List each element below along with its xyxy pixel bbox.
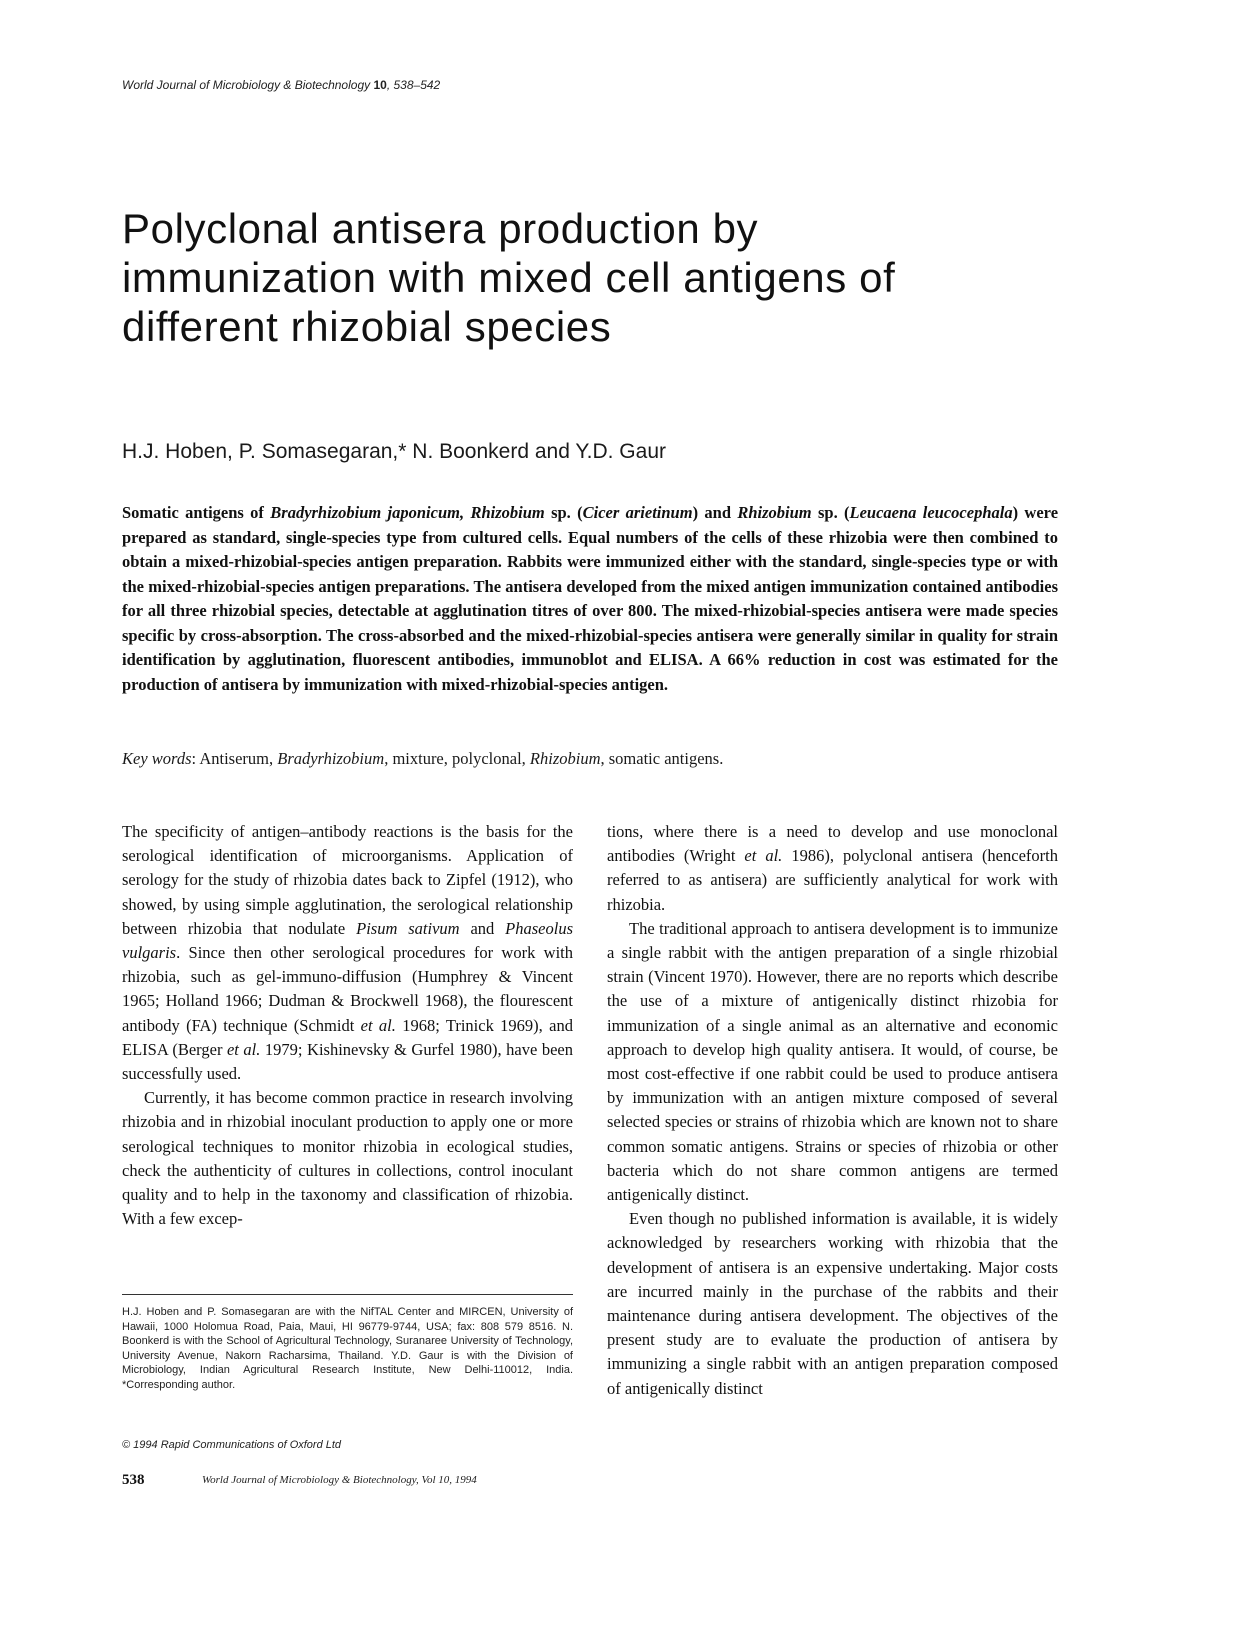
abstract-text: Somatic antigens of (122, 503, 271, 522)
title-line: different rhizobial species (122, 303, 612, 350)
abstract-text: ) were prepared as standard, single-species type from cultured cells. Equal numbers of the cells of these rhizobia were then combined to obtain a mixed-rhizobial-species antigen preparation. Rabbits were immunized either with the standard, single-species type or with the mixed-rhizobial-species antigen preparations. The antisera developed from the mixed antigen immunization contained antibodies for all three rhizobial species, detectable at agglutination titres of over 800. The mixed-rhizobial-species antisera were made species specific by cross-absorption. The cross-absorbed and the mixed-rhizobial-species antisera were generally similar in quality for strain identification by agglutination, fluorescent antibodies, immunoblot and ELISA. A 66% reduction in cost was estimated for the production of antisera by immunization with mixed-rhizobial-species antigen. (122, 503, 1059, 694)
author-affiliation-footnote: H.J. Hoben and P. Somasegaran are with the NifTAL Center and MIRCEN, University of Hawaii, 1000 Holomua Road, Paia, Maui, HI 96779-9744, USA; fax: 808 579 8516. N. Boonkerd is with the School of Agricultural Technology, Suranaree University of Technology, University Avenue, Nakorn Racharsima, Thailand. Y.D. Gaur is with the Division of Microbiology, Indian Agricultural Research Institute, New Delhi-110012, India. *Corresponding author. (122, 1306, 573, 1391)
body-paragraph: The traditional approach to antisera development is to immunize a single rabbit with the antigen preparation of a single rhizobial strain (Vincent 1970). However, there are no reports which describe the use of a mixture of antigenically distinct rhizobia for immunization of a single animal as an alternative and economic approach to develop high quality antisera. It would, of course, be most cost-effective if one rabbit could be used to produce antisera by immunization with an antigen mixture composed of several selected species or strains of rhizobia which are known not to share common somatic antigens. Strains or species of rhizobia or other bacteria which do not share common antigens are termed antigenically distinct. (607, 918, 1058, 1205)
abstract-italic: Cicer arietinum (582, 503, 693, 522)
abstract-text: sp. ( (811, 503, 850, 522)
keywords-text: : Antiserum, (191, 749, 278, 768)
keywords-text: , mixture, polyclonal, (384, 749, 530, 768)
body-column-right (607, 820, 1058, 1401)
author-list: H.J. Hoben, P. Somasegaran,* N. Boonkerd and Y.D. Gaur (122, 440, 666, 463)
body-text: 1968; Trinick 1969), and ELISA (Berger (122, 1015, 573, 1059)
running-head-pages: , 538–542 (386, 78, 441, 92)
body-italic: Phaseolus vulgaris (122, 918, 573, 963)
body-paragraph: Currently, it has become common practice in research involving rhizobia and in rhizobial inoculant production to apply one or more serological techniques to monitor rhizobia in ecological studies, check the authenticity of cultures in collections, control inoculant quality and to help in the taxonomy and classification of rhizobia. With a few excep- (122, 1088, 573, 1229)
body-italic: Pisum sativum (356, 918, 460, 938)
body-paragraph (607, 820, 1058, 917)
copyright-notice: © 1994 Rapid Communications of Oxford Ltd (122, 1439, 342, 1451)
keywords-label: Key words (122, 749, 192, 768)
running-head-volume: 10 (373, 78, 387, 92)
keywords-text: , somatic antigens. (600, 749, 724, 768)
body-italic: et al. (226, 1039, 261, 1059)
running-head-journal: World Journal of Microbiology & Biotechnology (122, 78, 371, 92)
body-italic: et al. (744, 846, 783, 866)
body-column-left (122, 820, 573, 1231)
body-italic: et al. (360, 1015, 396, 1035)
page-number: 538 (122, 1472, 145, 1488)
body-text: tions, where there is a need to develop and use monoclonal antibodies (Wright (607, 822, 1058, 866)
abstract-italic: Leucaena leucocephala (849, 503, 1013, 522)
body-text: 1986), polyclonal antisera (henceforth referred to as antisera) are sufficiently analytical for work with rhizobia. (607, 846, 1058, 914)
abstract (122, 501, 1058, 697)
title-line: immunization with mixed cell antigens of (122, 254, 896, 301)
abstract-italic: Rhizobium (737, 503, 812, 522)
body-text: 1979; Kishinevsky & Gurfel 1980), have been successfully used. (122, 1039, 573, 1084)
title-line: Polyclonal antisera production by (122, 205, 759, 252)
running-head (122, 78, 440, 92)
keywords-italic: Rhizobium (529, 749, 601, 768)
keywords-italic: Bradyrhizobium (277, 749, 385, 768)
abstract-italic: Bradyrhizobium japonicum, Rhizobium (270, 503, 545, 522)
body-paragraph (122, 820, 573, 1086)
article-title (122, 204, 1102, 351)
footer-journal-citation: World Journal of Microbiology & Biotechnology, Vol 10, 1994 (202, 1474, 477, 1486)
keywords (122, 748, 1058, 770)
abstract-text: ) and (692, 503, 738, 522)
body-text: The specificity of antigen–antibody reactions is the basis for the serological identification of microorganisms. Application of serology for the study of rhizobia dates back to Zipfel (1912), who showed, by using simple agglutination, the serological relationship between rhizobia that nodulate (122, 822, 573, 938)
body-text: and (459, 918, 506, 938)
abstract-text: sp. ( (544, 503, 583, 522)
body-text: . Since then other serological procedures for work with rhizobia, such as gel-immuno-diffusion (Humphrey & Vincent 1965; Holland 1966; Dudman & Brockwell 1968), the flourescent antibody (FA) technique (Schmidt (122, 943, 573, 1035)
body-paragraph: Even though no published information is available, it is widely acknowledged by researchers working with rhizobia that the development of antisera is an expensive undertaking. Major costs are incurred mainly in the purchase of the rabbits and their maintenance during antisera development. The objectives of the present study are to evaluate the production of antisera by immunizing a single rabbit with an antigen preparation composed of antigenically distinct (607, 1209, 1058, 1398)
footnote-divider (122, 1294, 573, 1295)
